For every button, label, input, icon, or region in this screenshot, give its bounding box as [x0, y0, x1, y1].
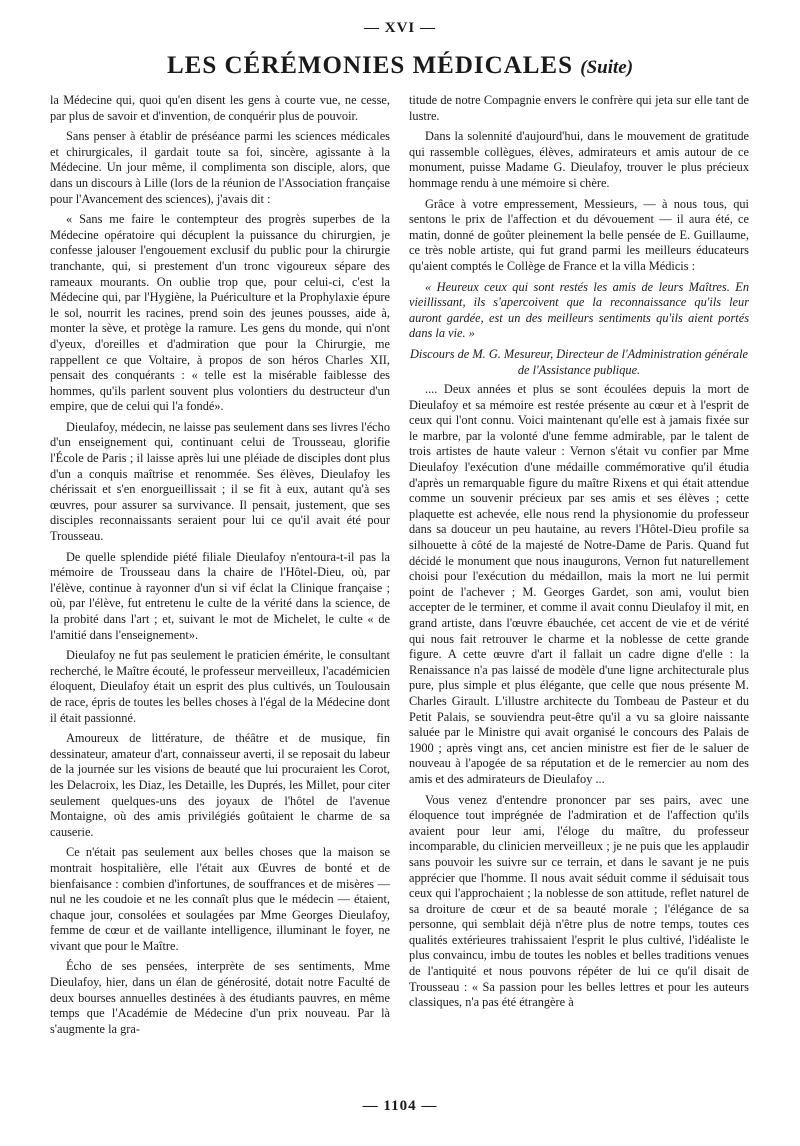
page-folio-roman: — XVI — [363, 20, 436, 36]
paragraph: Dieulafoy ne fut pas seulement le praticien émérite, le consultant recherché, le Maître écouté, le professeur merveilleux, l'académicien éloquent, Dieulafoy était un esprit des plus cultivés, un Toulousain de race, épris de toutes les belles choses à l'égal de la Médecine dont il était passionné. [50, 648, 390, 725]
title-suite: (Suite) [580, 57, 634, 78]
paragraph: la Médecine qui, quoi qu'en disent les gens à courte vue, ne cesse, par plus de savoir et d'invention, de conquérir plus de pouvoir. [50, 93, 390, 123]
section-heading: Discours de M. G. Mesureur, Directeur de l'Administration générale de l'Assistance publique. [409, 346, 749, 377]
paragraph: Vous venez d'entendre prononcer par ses pairs, avec une éloquence tout imprégnée de l'admiration et de l'affection qu'ils avaient pour leur ami, l'éloge du maître, du professeur incomparable, du clinicien merveilleux ; je ne puis que les applaudir sans pouvoir les suivre sur ce terrain, et dans le savant je ne puis apprécier que l'homme. Il nous avait séduit comme il séduisait tous ceux qui l'approchaient ; la noblesse de son attitude, reflet naturel de sa droiture de cœur et de sa beauté morale ; l'élégance de sa personne, qui semblait déjà n'être plus de notre temps, toutes ces qualités extérieures trahissaient l'esprit le plus cultivé, l'idéaliste le plus convaincu, imbu de toutes les nobles et belles traditions venues de l'antiquité et nous pouvons répéter de lui ce qu'il disait de Trousseau : « Sa passion pour les belles lettres et pour les auteurs classiques, n'a pas été étrangère à [409, 792, 749, 1010]
paragraph: De quelle splendide piété filiale Dieulafoy n'entoura-t-il pas la mémoire de Trousseau dans la chaire de l'Hôtel-Dieu, où, par l'élève, continue à rayonner d'un si vif éclat la Clinique française ; où, par l'élève, fut entretenu le culte de la vérité dans la science, de la probité dans l'art ; et, suivant le mot de Michelet, le culte « de l'amitié dans l'enseignement». [50, 549, 390, 642]
paragraph: Dieulafoy, médecin, ne laisse pas seulement dans ses livres l'écho d'un enseignement qui, continuant celui de Trousseau, glorifie l'École de Paris ; il laisse après lui une pléiade de disciples dont plus d'un a conquis maîtrise et renommée. Ses élèves, Dieulafoy les chérissait et s'en enorgueillissait ; il se fit à eux, autant qu'à ses œuvres, pour assurer sa survivance. Il pensait, justement, que ses disciples reconnaissants seraient pour lui ce qu'il avait été pour Trousseau. [50, 419, 390, 544]
paragraph: Amoureux de littérature, de théâtre et de musique, fin dessinateur, amateur d'art, connaisseur averti, il se reposait du labeur de la journée sur les visions de beauté que lui procuraient les Corot, les Delacroix, les Diaz, les Detaille, les Duprés, les Millet, pour citer seulement quelques-uns des joyaux de l'hôtel de l'avenue Montaigne, où des amis privilégiés goûtaient le charme de sa causerie. [50, 731, 390, 839]
paragraph: Ce n'était pas seulement aux belles choses que la maison se montrait hospitalière, elle l'était aux Œuvres de bonté et de bienfaisance : combien d'infortunes, de souffrances et de misères — nul ne les coudoie et ne les connaît plus que le médecin — étaient, chaque jour, consolées et soulagées par Mme Georges Dieulafoy, femme de cœur et de vaillante intelligence, illuminant le foyer, ne vivant que pour le Maître. [50, 845, 390, 953]
page-number: — 1104 — [362, 1098, 438, 1114]
page-title [0, 52, 800, 80]
right-column [409, 93, 749, 1091]
paragraph: Dans la solennité d'aujourd'hui, dans le mouvement de gratitude qui rassemble collègues, élèves, admirateurs et amis autour de ce monument, puisse Madame G. Dieulafoy, trouver le plus précieux hommage rendu à une mémoire si chère. [409, 129, 749, 190]
left-column [50, 93, 390, 1091]
guillaume-quote: « Heureux ceux qui sont restés les amis de leurs Maîtres. En vieillissant, ils s'apercoivent que la reconnaissance qu'ils leur auront gardée, est un des meilleurs sentiments qu'ils aient portés dans la vie. » [409, 279, 749, 341]
paragraph: Sans penser à établir de préséance parmi les sciences médicales et chirurgicales, il gardait toute sa foi, sincère, agissante à la Médecine. Un jour même, il complimenta son disciple, alors, que dans un discours à Lille (lors de la réunion de l'Association française pour l'Avancement des sciences), j'avais dit : [50, 129, 390, 206]
paragraph: Grâce à votre empressement, Messieurs, — à nous tous, qui sentons le prix de l'affection et du dévouement — il aura été, ce matin, donné de goûter pleinement la belle pensée de E. Guillaume, ce très noble artiste, qui fut grand parmi les meilleurs éducateurs qu'aient comptés le Collège de France et la villa Médicis : [409, 196, 749, 273]
paragraph: titude de notre Compagnie envers le confrère qui jeta sur elle tant de lustre. [409, 93, 749, 123]
paragraph: Écho de ses pensées, interprète de ses sentiments, Mme Dieulafoy, hier, dans un élan de générosité, dotait notre Faculté de deux bourses annuelles destinées à des étudiants pauvres, en même temps que l'Académie de Médecine d'un prix nouveau. Par là s'augmente la gra- [50, 959, 390, 1036]
paragraph: « Sans me faire le contempteur des progrès superbes de la Médecine opératoire qui décuplent la puissance du chirurgien, je confesse jalouser l'engouement exclusif du public pour la chirurgie tranchante, qui, si prestement d'un tronc vigoureux sépare des rameaux mourants. On oublie trop que, pour celui-ci, c'est la Médecine qui, par l'Hygiène, la Puériculture et la Prophylaxie épure le sol, nourrit les racines, prend soin des jeunes pousses, aide à, monter la sève, et protège la ramure. Les gens du monde, qui n'ont d'yeux, d'oreilles et d'admiration que pour la Chirurgie, me rappellent ce que Voltaire, à propos de son héros Charles XII, pensait des conquérants : « telle est la misérable faiblesse des hommes, qu'ils parlent souvent plus volontiers du destructeur d'un empire, que de celui qui l'a fondé». [50, 212, 390, 414]
title-text: LES CÉRÉMONIES MÉDICALES [166, 52, 573, 79]
paragraph: .... Deux années et plus se sont écoulées depuis la mort de Dieulafoy et sa mémoire est restée présente au cœur et à l'esprit de ceux qui l'ont connu. Voici maintenant qu'elle est à jamais fixée sur le marbre, par la volonté d'une femme admirable, par le talent de trois artistes de haute valeur : Vernon s'était vu confier par Mme Dieulafoy l'exécution d'une médaille commémorative qu'il étudia d'après un remarquable figure du maître Rixens et qui était attendue comme un souvenir précieux par ses amis et ses élèves ; cette plaquette est achevée, elle nous rend la physionomie du professeur dans sa douceur un peu hautaine, au revers l'Hôtel-Dieu profile sa silhouette à côté de la majesté de Notre-Dame de Paris. Quand fut décidé le monument que nous inaugurons, Vernon fut naturellement choisi pour l'exécution du médaillon, mais la mort ne lui permit point de l'achever ; M. Georges Gardet, son ami, voulut bien accepter de le terminer, et comme il avait connu Dieulafoy il mit, en grand artiste, dans l'œuvre ébauchée, cet accent de vie et de vérité qui nous fait retrouver le charme et la noblesse de cette grande figure. A cette œuvre d'art il fallait un cadre digne d'elle : la Renaissance n'a pas laissé de modèle d'une ligne architecturale plus pure, plus simple et plus élégante, que celle que nous présente M. Charles Girault. L'illustre architecte du Tombeau de Pasteur et du Petit Palais, se souviendra peut-être qu'il a vu sa gloire naissante saluée par le Ministre qui avait organisé le concours des Palais de 1900 ; après vingt ans, cet ancien ministre est fier de le saluer de nouveau à l'apogée de sa réputation et de le remercier au nom des amis et des admirateurs de Dieulafoy ... [409, 382, 749, 786]
